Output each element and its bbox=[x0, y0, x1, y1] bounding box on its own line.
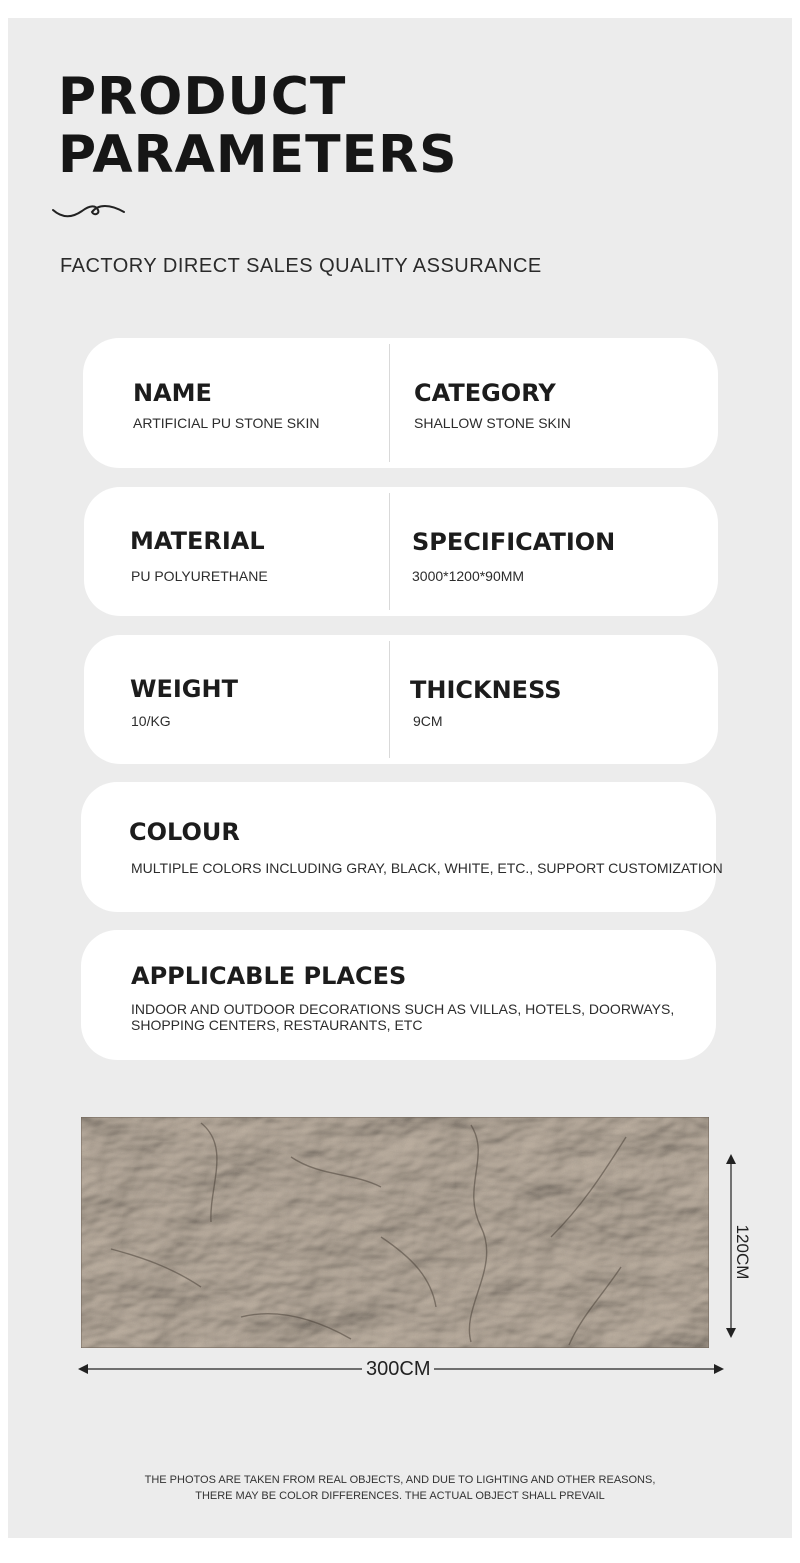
width-dimension-label: 300CM bbox=[362, 1358, 434, 1381]
height-dimension-label: 120CM bbox=[732, 1221, 752, 1284]
disclaimer-line-2: THERE MAY BE COLOR DIFFERENCES. THE ACTUAL OBJECT SHALL PREVAIL bbox=[195, 1490, 605, 1502]
stone-panel-image bbox=[81, 1117, 709, 1348]
card-divider bbox=[389, 493, 390, 610]
name-value: ARTIFICIAL PU STONE SKIN bbox=[133, 415, 320, 431]
weight-value: 10/KG bbox=[131, 713, 171, 729]
subtitle: FACTORY DIRECT SALES QUALITY ASSURANCE bbox=[60, 255, 542, 277]
param-card-weight-thickness bbox=[84, 635, 718, 764]
title-line-2: PARAMETERS bbox=[58, 125, 458, 185]
specification-label: SPECIFICATION bbox=[412, 528, 616, 556]
param-card-material-specification bbox=[84, 487, 718, 616]
card-divider bbox=[389, 641, 390, 758]
material-label: MATERIAL bbox=[130, 527, 265, 555]
param-card-name-category bbox=[83, 338, 718, 468]
category-label: CATEGORY bbox=[414, 379, 556, 407]
colour-label: COLOUR bbox=[129, 818, 240, 846]
weight-label: WEIGHT bbox=[130, 675, 238, 703]
param-card-colour bbox=[81, 782, 723, 912]
card-divider bbox=[389, 344, 390, 462]
thickness-label: THICKNESS bbox=[410, 676, 562, 704]
name-label: NAME bbox=[133, 379, 212, 407]
category-value: SHALLOW STONE SKIN bbox=[414, 415, 571, 431]
param-card-applicable-places bbox=[81, 930, 716, 1060]
specification-value: 3000*1200*90MM bbox=[412, 568, 525, 584]
disclaimer-line-1: THE PHOTOS ARE TAKEN FROM REAL OBJECTS, AND DUE TO LIGHTING AND OTHER REASONS, bbox=[144, 1474, 656, 1486]
applicable-places-label: APPLICABLE PLACES bbox=[131, 962, 407, 990]
wave-flourish-icon bbox=[52, 202, 126, 220]
page-title bbox=[58, 68, 458, 184]
disclaimer-footer bbox=[0, 1472, 800, 1504]
colour-value: MULTIPLE COLORS INCLUDING GRAY, BLACK, WHITE, ETC., SUPPORT CUSTOMIZATION bbox=[131, 860, 723, 876]
applicable-places-value: INDOOR AND OUTDOOR DECORATIONS SUCH AS VILLAS, HOTELS, DOORWAYS, SHOPPING CENTERS, RESTAURANTS, ETC bbox=[131, 1001, 675, 1033]
title-line-1: PRODUCT bbox=[58, 67, 347, 127]
thickness-value: 9CM bbox=[413, 713, 443, 729]
material-value: PU POLYURETHANE bbox=[131, 568, 268, 584]
